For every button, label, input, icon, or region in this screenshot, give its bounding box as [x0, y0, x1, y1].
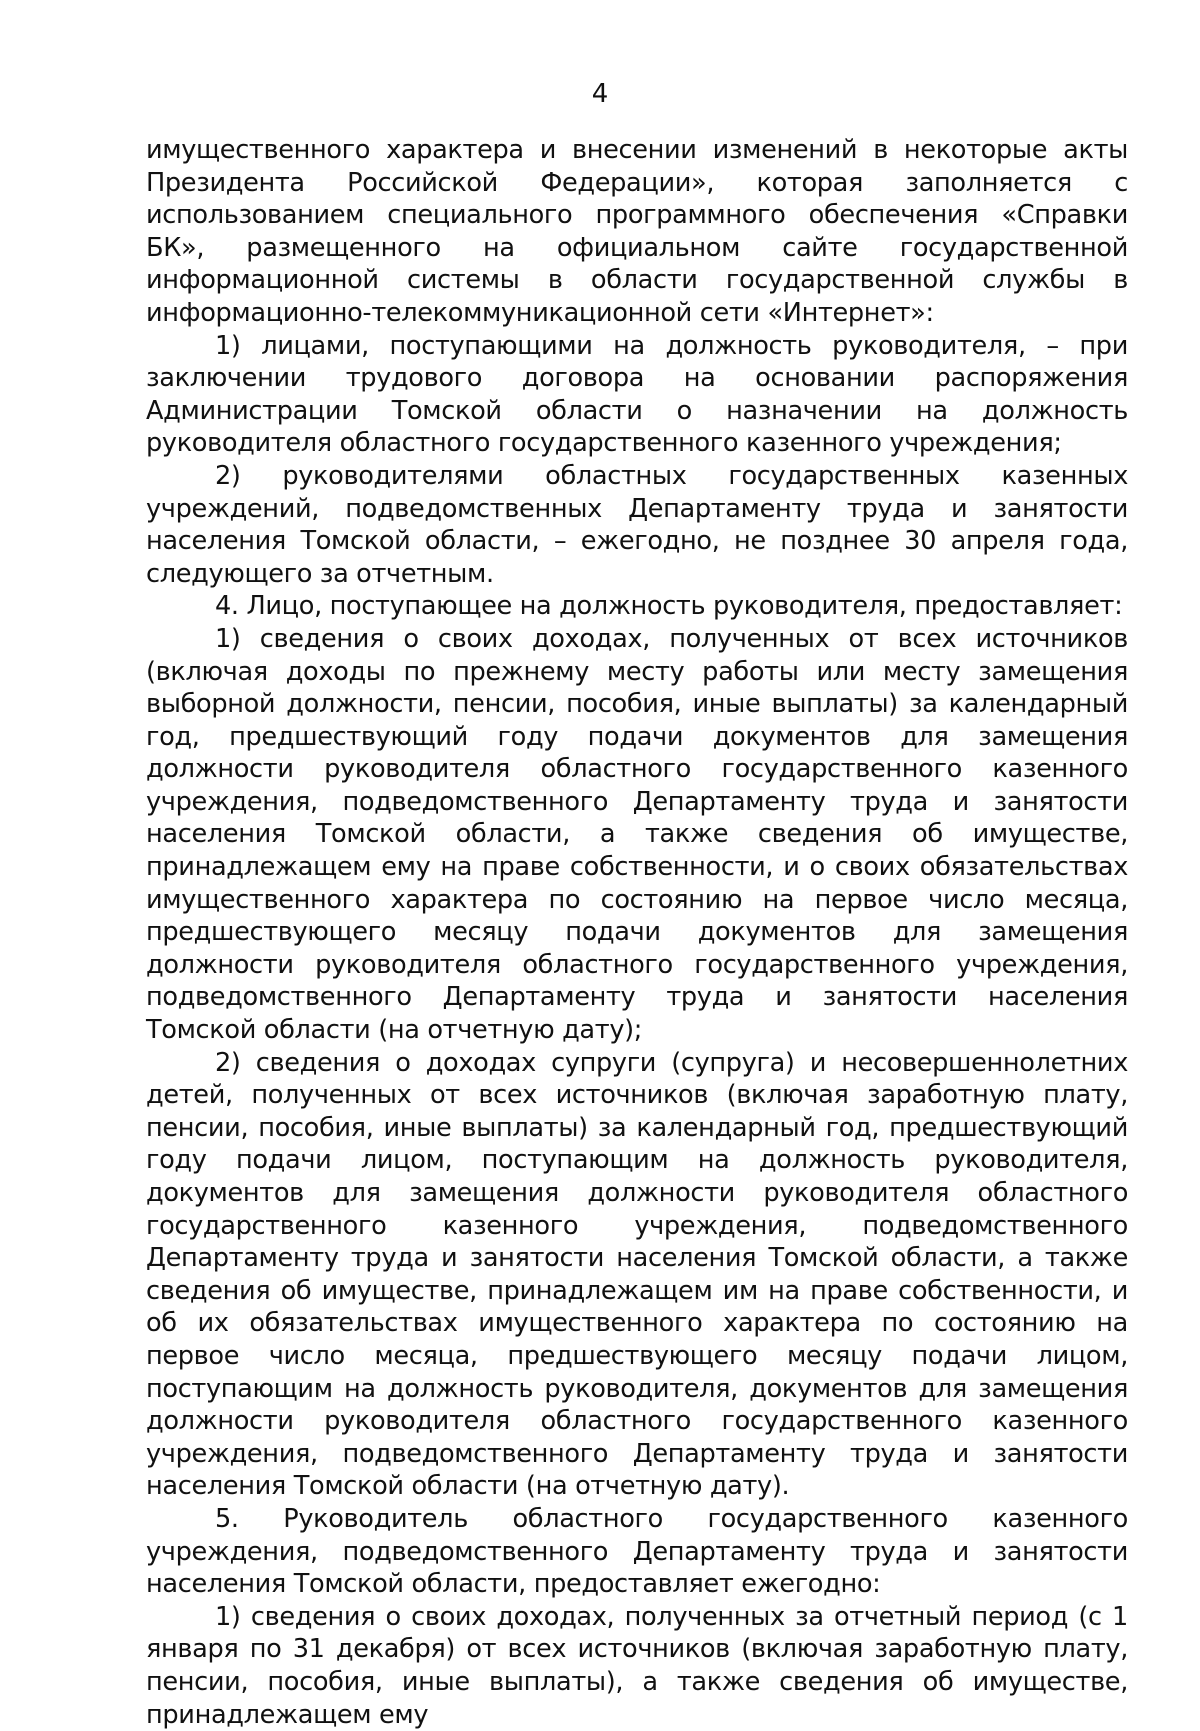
- paragraph-section-4: 4. Лицо, поступающее на должность руководителя, предоставляет:: [215, 591, 1123, 622]
- paragraph-section-4-item-2: 2) сведения о доходах супруги (супруга) и несовершеннолетних детей, полученных от всех источников (включая заработную плату, пенсии, пособия, иные выплаты) за календарный год, предшествующий году подачи лицом, поступающим на должность руководителя, документов для замещения должности руководителя областного государственного казенного учреждения, подведомственного Департаменту труда и занятости населения Томской области, а также сведения об имуществе, принадлежащем им на праве собственности, и об их обязательствах имущественного характера по состоянию на первое число месяца, предшествующего месяцу подачи лицом, поступающим на должность руководителя, документов для замещения должности руководителя областного государственного казенного учреждения, подведомственного Департаменту труда и занятости населения Томской области (на отчетную дату).: [146, 1047, 1128, 1502]
- document-body: [146, 134, 1128, 1731]
- paragraph-section-5: 5. Руководитель областного государственного казенного учреждения, подведомственного Департаменту труда и занятости населения Томской области, предоставляет ежегодно:: [146, 1503, 1128, 1600]
- paragraph-continuation: имущественного характера и внесении изменений в некоторые акты Президента Российской Федерации», которая заполняется с использованием специального программного обеспечения «Справки БК», размещенного на официальном сайте государственной информационной системы в области государственной службы в информационно-телекоммуникационной сети «Интернет»:: [146, 135, 1128, 328]
- page-number: 4: [591, 79, 609, 109]
- paragraph-item-1-persons-entering: 1) лицами, поступающими на должность руководителя, – при заключении трудового договора на основании распоряжения Администрации Томской области о назначении на должность руководителя областного государственного казенного учреждения;: [146, 330, 1128, 459]
- paragraph-section-5-item-1: 1) сведения о своих доходах, полученных за отчетный период (с 1 января по 31 декабря) от всех источников (включая заработную плату, пенсии, пособия, иные выплаты), а также сведения об имуществе, принадлежащем ему: [146, 1601, 1128, 1730]
- paragraph-section-4-item-1: 1) сведения о своих доходах, полученных от всех источников (включая доходы по прежнему месту работы или месту замещения выборной должности, пенсии, пособия, иные выплаты) за календарный год, предшествующий году подачи документов для замещения должности руководителя областного государственного казенного учреждения, подведомственного Департаменту труда и занятости населения Томской области, а также сведения об имуществе, принадлежащем ему на праве собственности, и о своих обязательствах имущественного характера по состоянию на первое число месяца, предшествующего месяцу подачи документов для замещения должности руководителя областного государственного учреждения, подведомственного Департаменту труда и занятости населения Томской области (на отчетную дату);: [146, 623, 1128, 1046]
- paragraph-item-2-heads-annually: 2) руководителями областных государственных казенных учреждений, подведомственных Департаменту труда и занятости населения Томской области, – ежегодно, не позднее 30 апреля года, следующего за отчетным.: [146, 460, 1128, 589]
